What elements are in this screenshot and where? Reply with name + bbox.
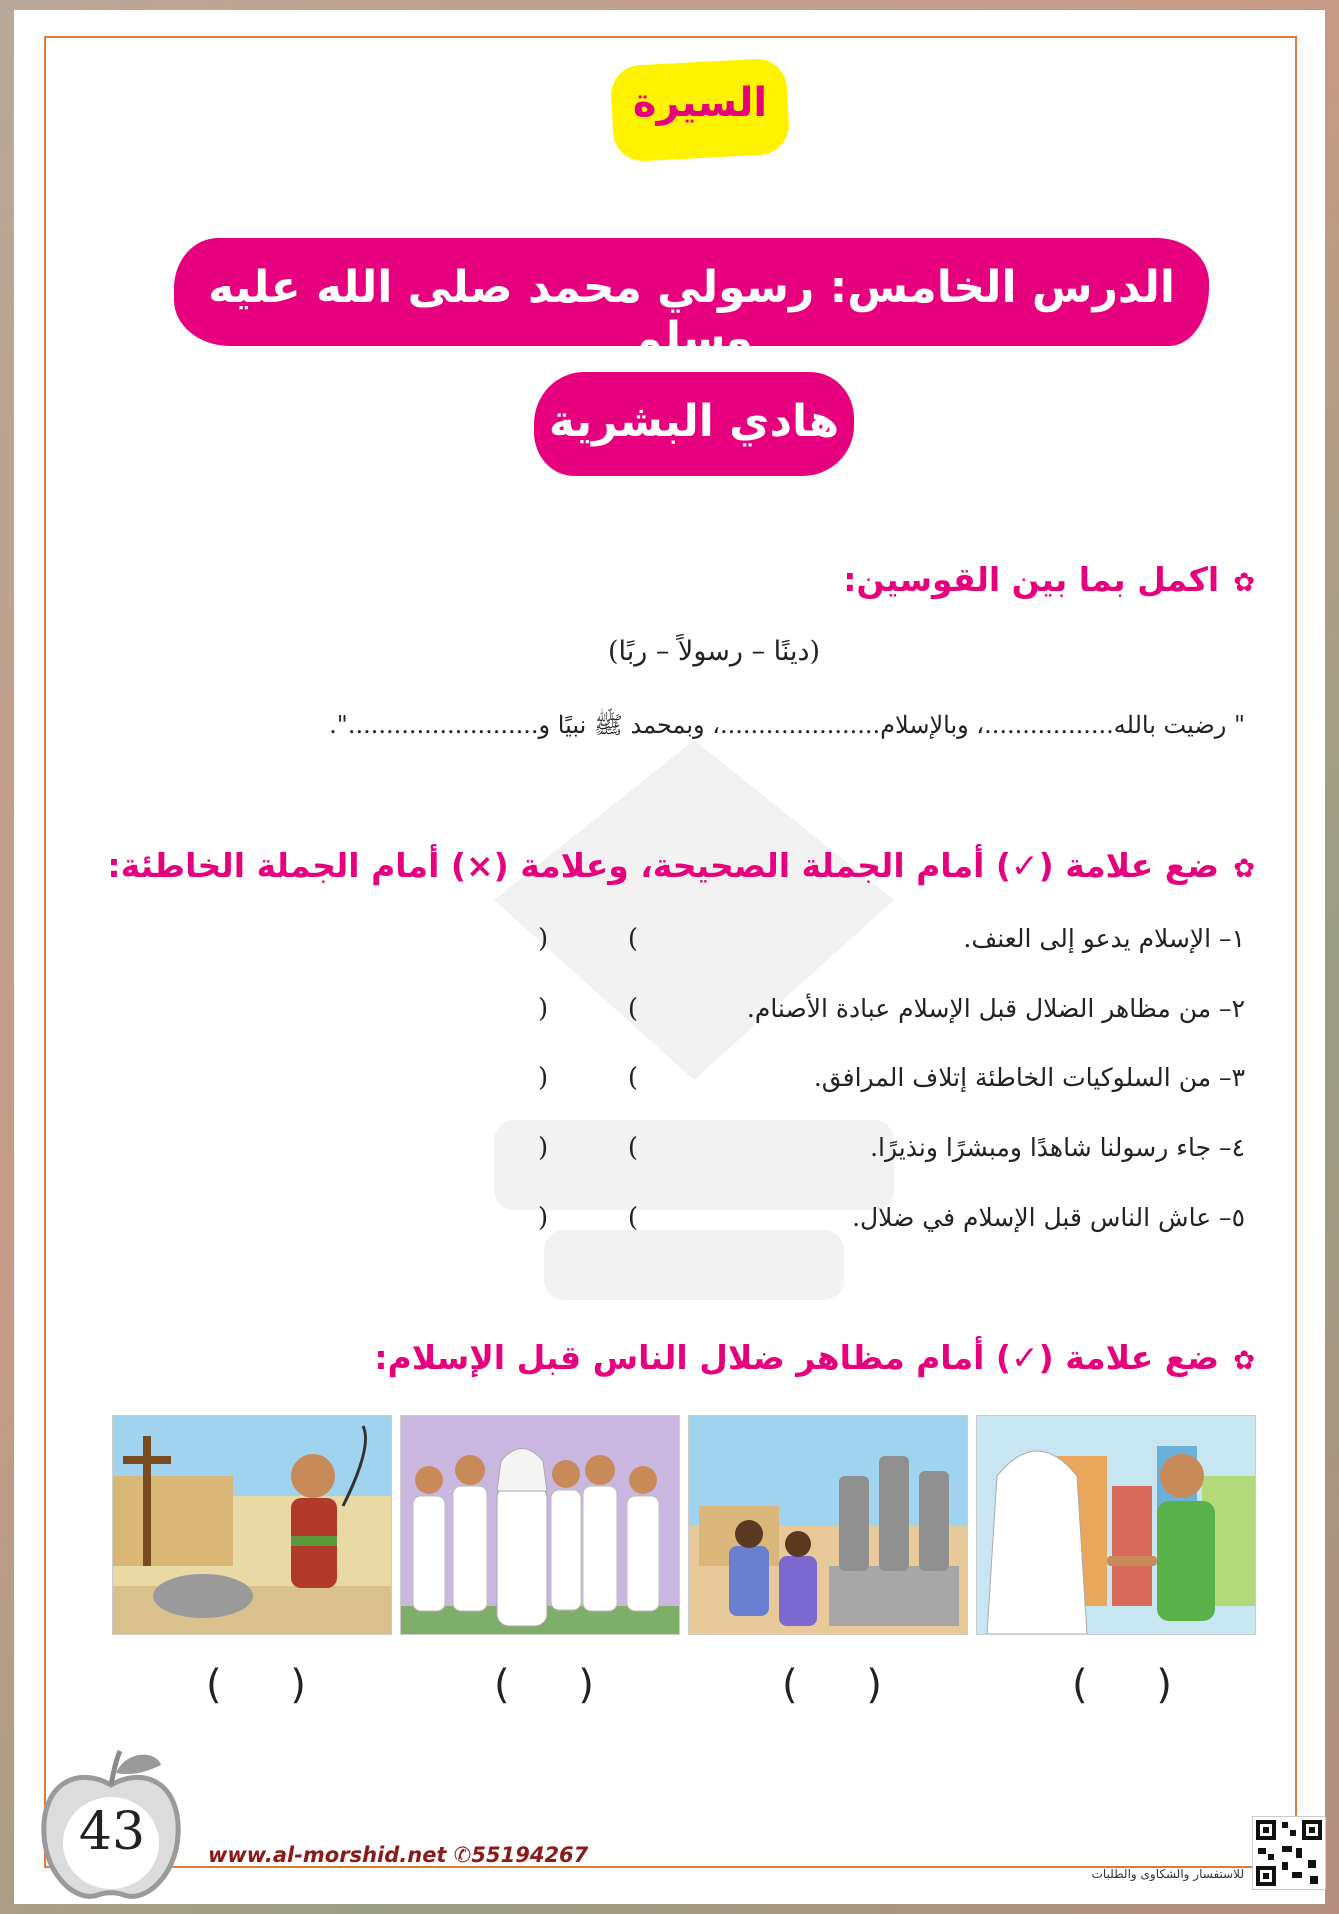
section1-heading-text: اكمل بما بين القوسين: xyxy=(843,560,1220,599)
picture-answer-parens-1[interactable]: ( ) xyxy=(206,1662,306,1708)
picture-giving-charity xyxy=(976,1415,1256,1635)
flower-bullet-icon: ✿ xyxy=(1233,1346,1255,1376)
statement-1: ١– الإسلام يدعو إلى العنف. xyxy=(963,924,1245,953)
qr-code-icon[interactable] xyxy=(1252,1816,1326,1890)
fill-blank-sentence: " رضيت بالله.................، وبالإسلام.....................، وبمحمد ﷺ نبيًا و.........................". xyxy=(329,711,1245,739)
statement-3: ٣– من السلوكيات الخاطئة إتلاف المرافق. xyxy=(813,1063,1245,1092)
subject-title: السيرة xyxy=(632,80,768,126)
flower-bullet-icon: ✿ xyxy=(1233,854,1255,884)
section1-heading xyxy=(843,560,1255,599)
lesson-subtitle: هادي البشرية xyxy=(548,396,840,447)
statement-4: ٤– جاء رسولنا شاهدًا ومبشرًا ونذيرًا. xyxy=(870,1133,1245,1162)
statement-5: ٥– عاش الناس قبل الإسلام في ضلال. xyxy=(852,1203,1245,1232)
website-link[interactable]: www.al-morshid.net ✆55194267 xyxy=(208,1843,589,1867)
lesson-title: الدرس الخامس: رسولي محمد صلى الله عليه وسلم xyxy=(208,262,1175,364)
answer-parens-1[interactable]: ) ( xyxy=(538,924,638,954)
qr-caption: للاستفسار والشكاوى والطلبات xyxy=(1091,1867,1244,1881)
picture-whipping-slave xyxy=(112,1415,392,1635)
word-bank: (دينًا – رسولاً – ربًا) xyxy=(607,636,821,667)
section2-heading-text: ضع علامة (✓) أمام الجملة الصحيحة، وعلامة (×) أمام الجملة الخاطئة: xyxy=(107,846,1220,885)
flower-bullet-icon: ✿ xyxy=(1233,568,1255,598)
answer-parens-3[interactable]: ) ( xyxy=(538,1063,638,1093)
picture-answer-parens-4[interactable]: ( ) xyxy=(1072,1662,1172,1708)
statement-2: ٢– من مظاهر الضلال قبل الإسلام عبادة الأصنام. xyxy=(746,994,1245,1023)
answer-parens-5[interactable]: ) ( xyxy=(538,1203,638,1233)
answer-parens-4[interactable]: ) ( xyxy=(538,1133,638,1163)
section3-heading xyxy=(374,1338,1255,1377)
section3-heading-text: ضع علامة (✓) أمام مظاهر ضلال الناس قبل الإسلام: xyxy=(374,1338,1220,1377)
picture-men-praying xyxy=(400,1415,680,1635)
answer-parens-2[interactable]: ) ( xyxy=(538,994,638,1024)
picture-answer-parens-3[interactable]: ( ) xyxy=(782,1662,882,1708)
worksheet-page xyxy=(14,10,1325,1904)
picture-answer-parens-2[interactable]: ( ) xyxy=(494,1662,594,1708)
page-number: 43 xyxy=(78,1802,146,1862)
picture-idol-worship xyxy=(688,1415,968,1635)
section2-heading xyxy=(107,846,1255,885)
